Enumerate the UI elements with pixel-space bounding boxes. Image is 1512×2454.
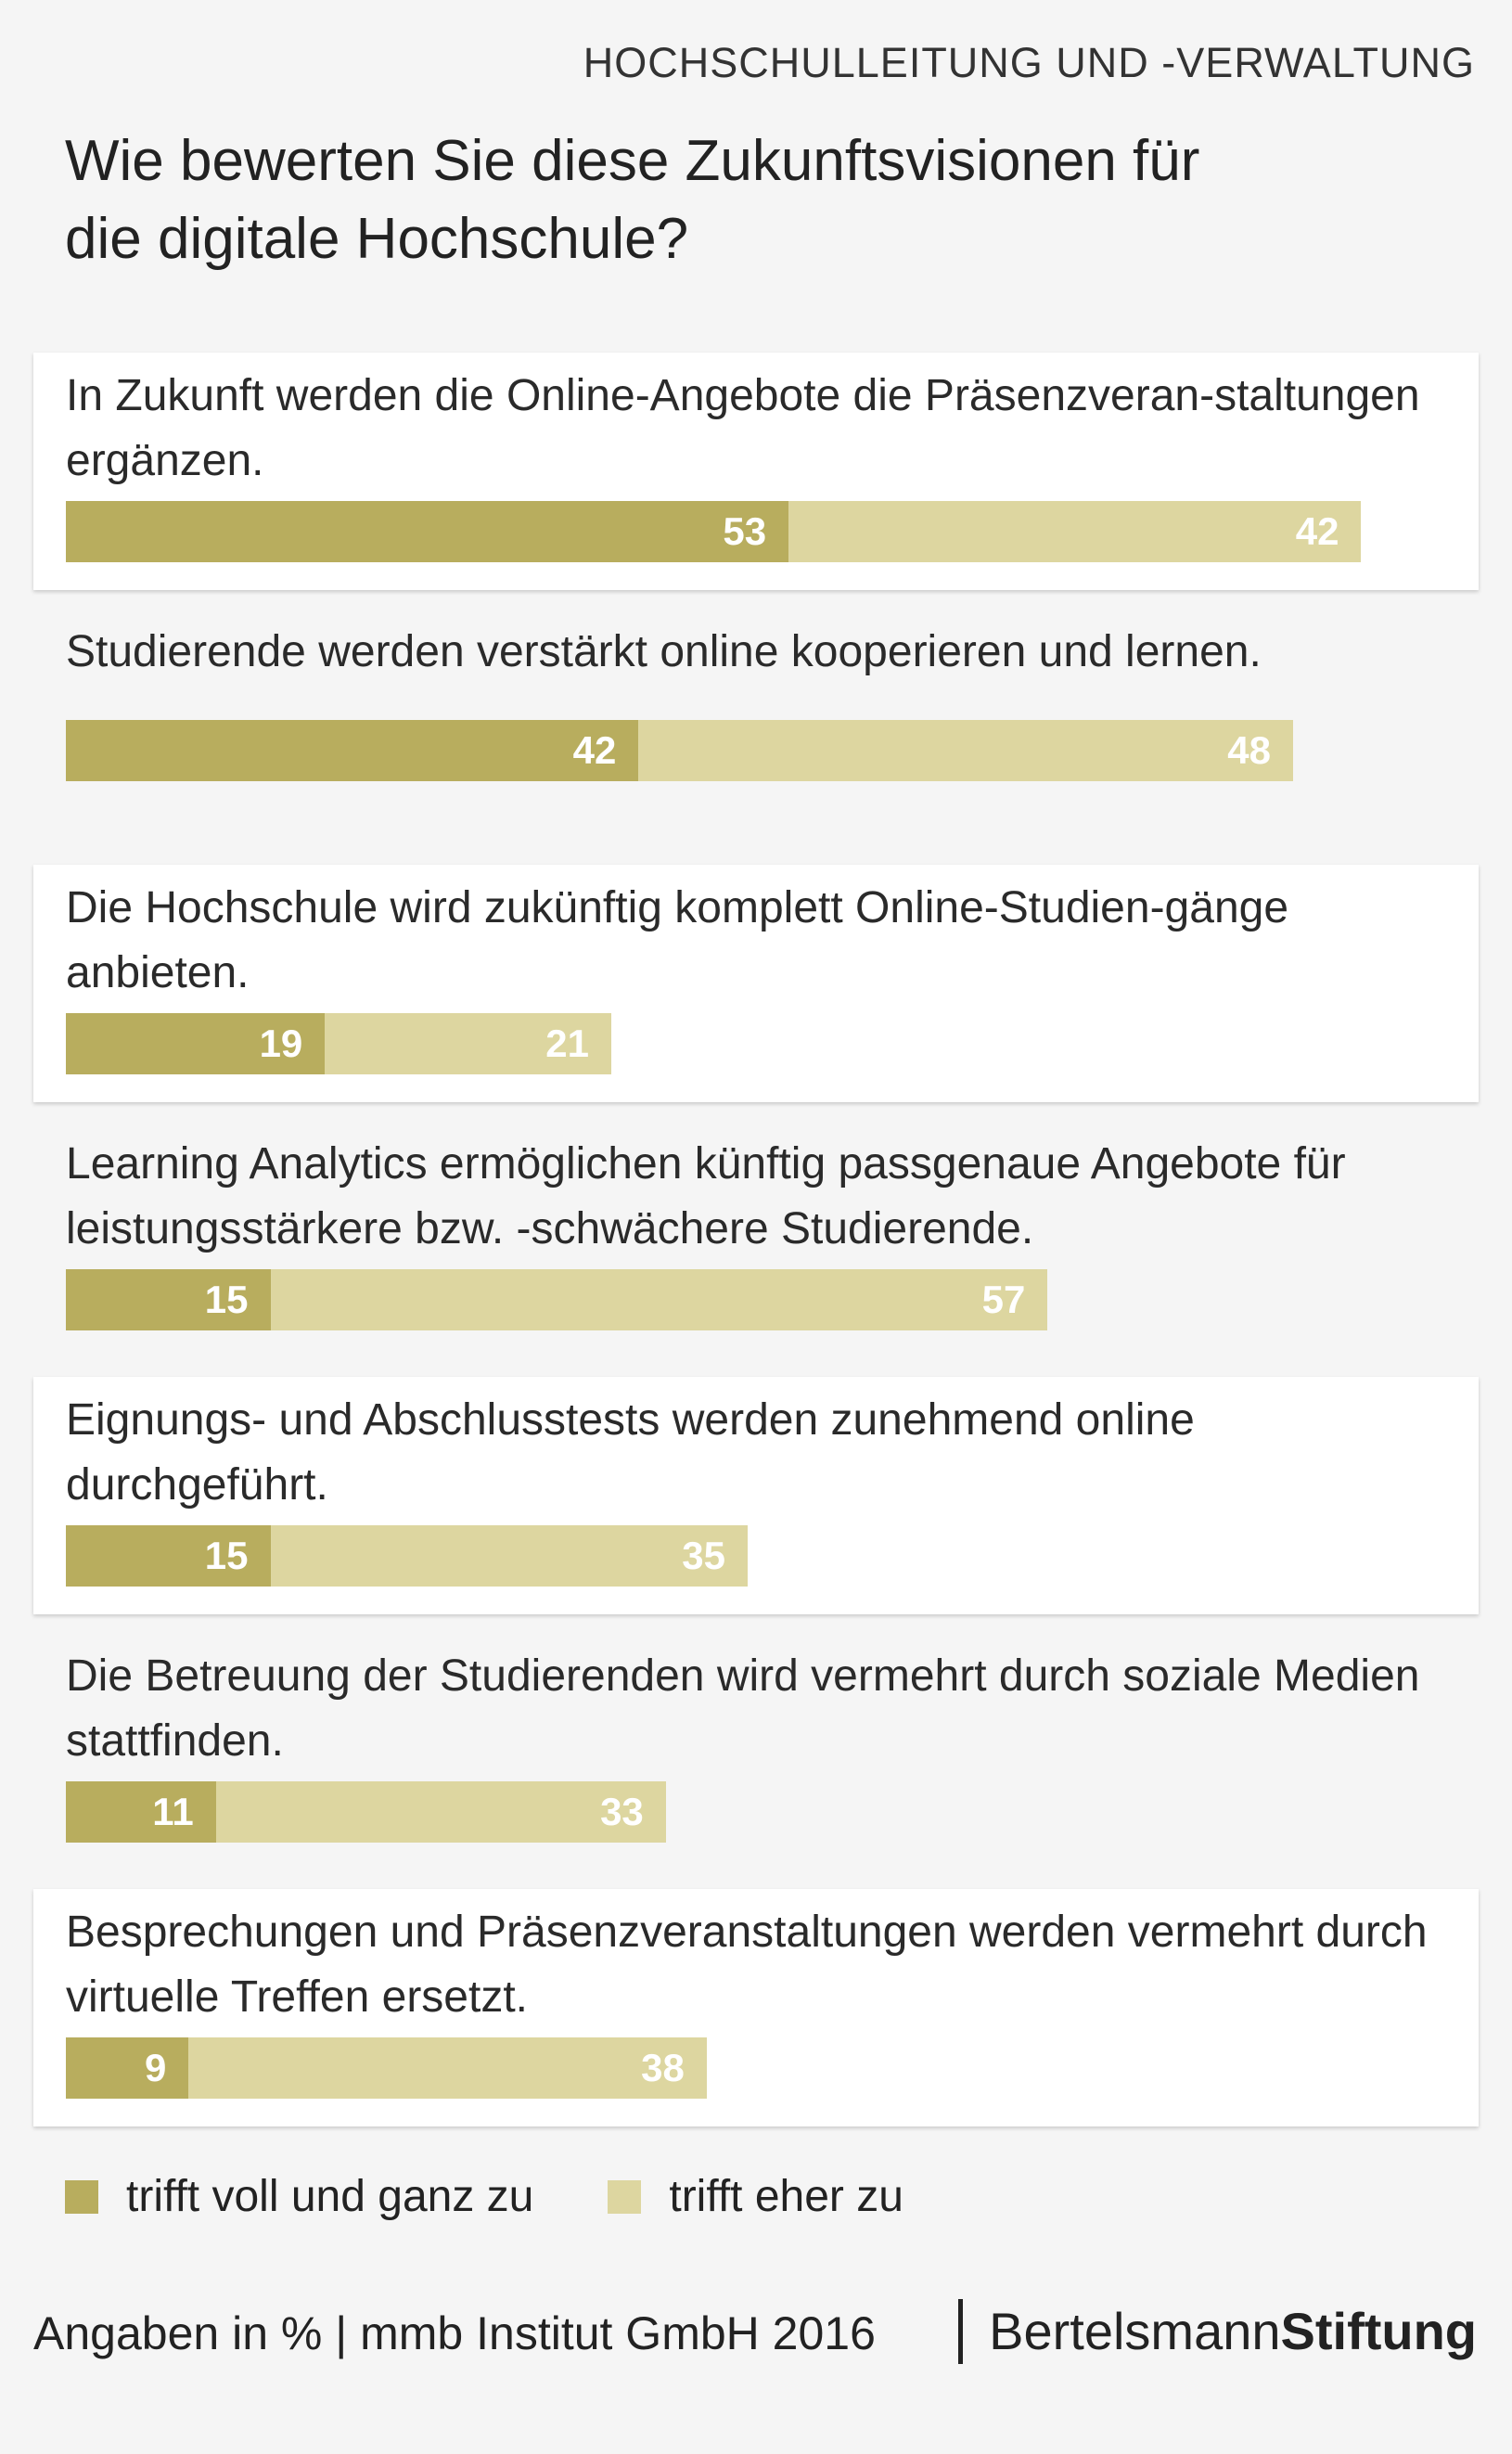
chart-row bbox=[33, 1121, 1479, 1358]
value-label-rather: 48 bbox=[1227, 728, 1271, 772]
bar-segment-full bbox=[66, 1269, 271, 1330]
chart-row bbox=[33, 353, 1479, 590]
bar-segment-rather bbox=[271, 1269, 1048, 1330]
bar-segment-full bbox=[66, 1013, 325, 1074]
stacked-bar bbox=[66, 720, 1293, 781]
chart-row bbox=[33, 609, 1479, 846]
stacked-bar bbox=[66, 2037, 707, 2099]
stacked-bar bbox=[66, 1781, 666, 1843]
chart-rows bbox=[33, 353, 1479, 2145]
value-label-full: 9 bbox=[144, 2046, 167, 2089]
row-label: Die Hochschule wird zukünftig komplett Online-Studien-gänge anbieten. bbox=[66, 883, 1289, 997]
value-label-full: 15 bbox=[204, 1278, 249, 1321]
row-label: Die Betreuung der Studierenden wird vermehrt durch soziale Medien stattfinden. bbox=[66, 1651, 1420, 1766]
brand-logo bbox=[958, 2299, 1477, 2364]
value-label-rather: 21 bbox=[545, 1021, 589, 1065]
brand-name-regular: Bertelsmann bbox=[989, 2302, 1281, 2360]
legend-label-rather: trifft eher zu bbox=[669, 2172, 903, 2221]
stacked-bar bbox=[66, 1525, 748, 1587]
brand-name-bold: Stiftung bbox=[1280, 2302, 1477, 2360]
stacked-bar bbox=[66, 501, 1361, 562]
bar-segment-rather bbox=[638, 720, 1293, 781]
bar-segment-full bbox=[66, 720, 638, 781]
value-label-rather: 38 bbox=[641, 2046, 685, 2089]
value-label-full: 19 bbox=[259, 1021, 303, 1065]
row-label: Eignungs- und Abschlusstests werden zunehmend online durchgeführt. bbox=[66, 1395, 1195, 1510]
bar-segment-full bbox=[66, 2037, 188, 2099]
value-label-rather: 35 bbox=[682, 1534, 725, 1577]
stacked-bar bbox=[66, 1013, 611, 1074]
row-label: Besprechungen und Präsenzveranstaltungen werden vermehrt durch virtuelle Treffen ersetzt. bbox=[66, 1908, 1428, 2022]
row-label: Studierende werden verstärkt online kooperieren und lernen. bbox=[66, 627, 1262, 676]
chart-row bbox=[33, 865, 1479, 1102]
value-label-full: 42 bbox=[572, 728, 617, 772]
value-label-rather: 42 bbox=[1295, 509, 1339, 553]
value-label-rather: 57 bbox=[981, 1278, 1026, 1321]
stacked-bar bbox=[66, 1269, 1047, 1330]
legend-swatch-rather bbox=[608, 2180, 641, 2214]
category-label: HOCHSCHULLEITUNG UND -VERWALTUNG bbox=[583, 39, 1475, 86]
source-note: Angaben in % | mmb Institut GmbH 2016 bbox=[33, 2307, 876, 2359]
bar-segment-rather bbox=[188, 2037, 707, 2099]
value-label-full: 15 bbox=[204, 1534, 249, 1577]
value-label-rather: 33 bbox=[600, 1790, 644, 1833]
value-label-full: 53 bbox=[723, 509, 767, 553]
legend bbox=[65, 2171, 978, 2222]
row-label: Learning Analytics ermöglichen künftig passgenaue Angebote für leistungsstärkere bzw. -schwächere Studierende. bbox=[66, 1139, 1346, 1253]
bar-segment-rather bbox=[271, 1525, 749, 1587]
legend-label-full: trifft voll und ganz zu bbox=[126, 2172, 534, 2221]
chart-row bbox=[33, 1633, 1479, 1870]
bar-segment-full bbox=[66, 1781, 216, 1843]
chart-row bbox=[33, 1377, 1479, 1614]
value-label-full: 11 bbox=[152, 1790, 194, 1833]
bar-segment-full bbox=[66, 501, 788, 562]
bar-segment-full bbox=[66, 1525, 271, 1587]
legend-item-full bbox=[65, 2171, 533, 2222]
legend-swatch-full bbox=[65, 2180, 98, 2214]
bar-segment-rather bbox=[325, 1013, 611, 1074]
bar-segment-rather bbox=[216, 1781, 666, 1843]
chart-row bbox=[33, 1889, 1479, 2126]
bar-segment-rather bbox=[788, 501, 1361, 562]
row-label: In Zukunft werden die Online-Angebote die Präsenzveran-staltungen ergänzen. bbox=[66, 371, 1420, 485]
legend-item-rather bbox=[608, 2171, 903, 2222]
chart-title: Wie bewerten Sie diese Zukunftsvisionen für die digitale Hochschule? bbox=[65, 129, 1200, 271]
